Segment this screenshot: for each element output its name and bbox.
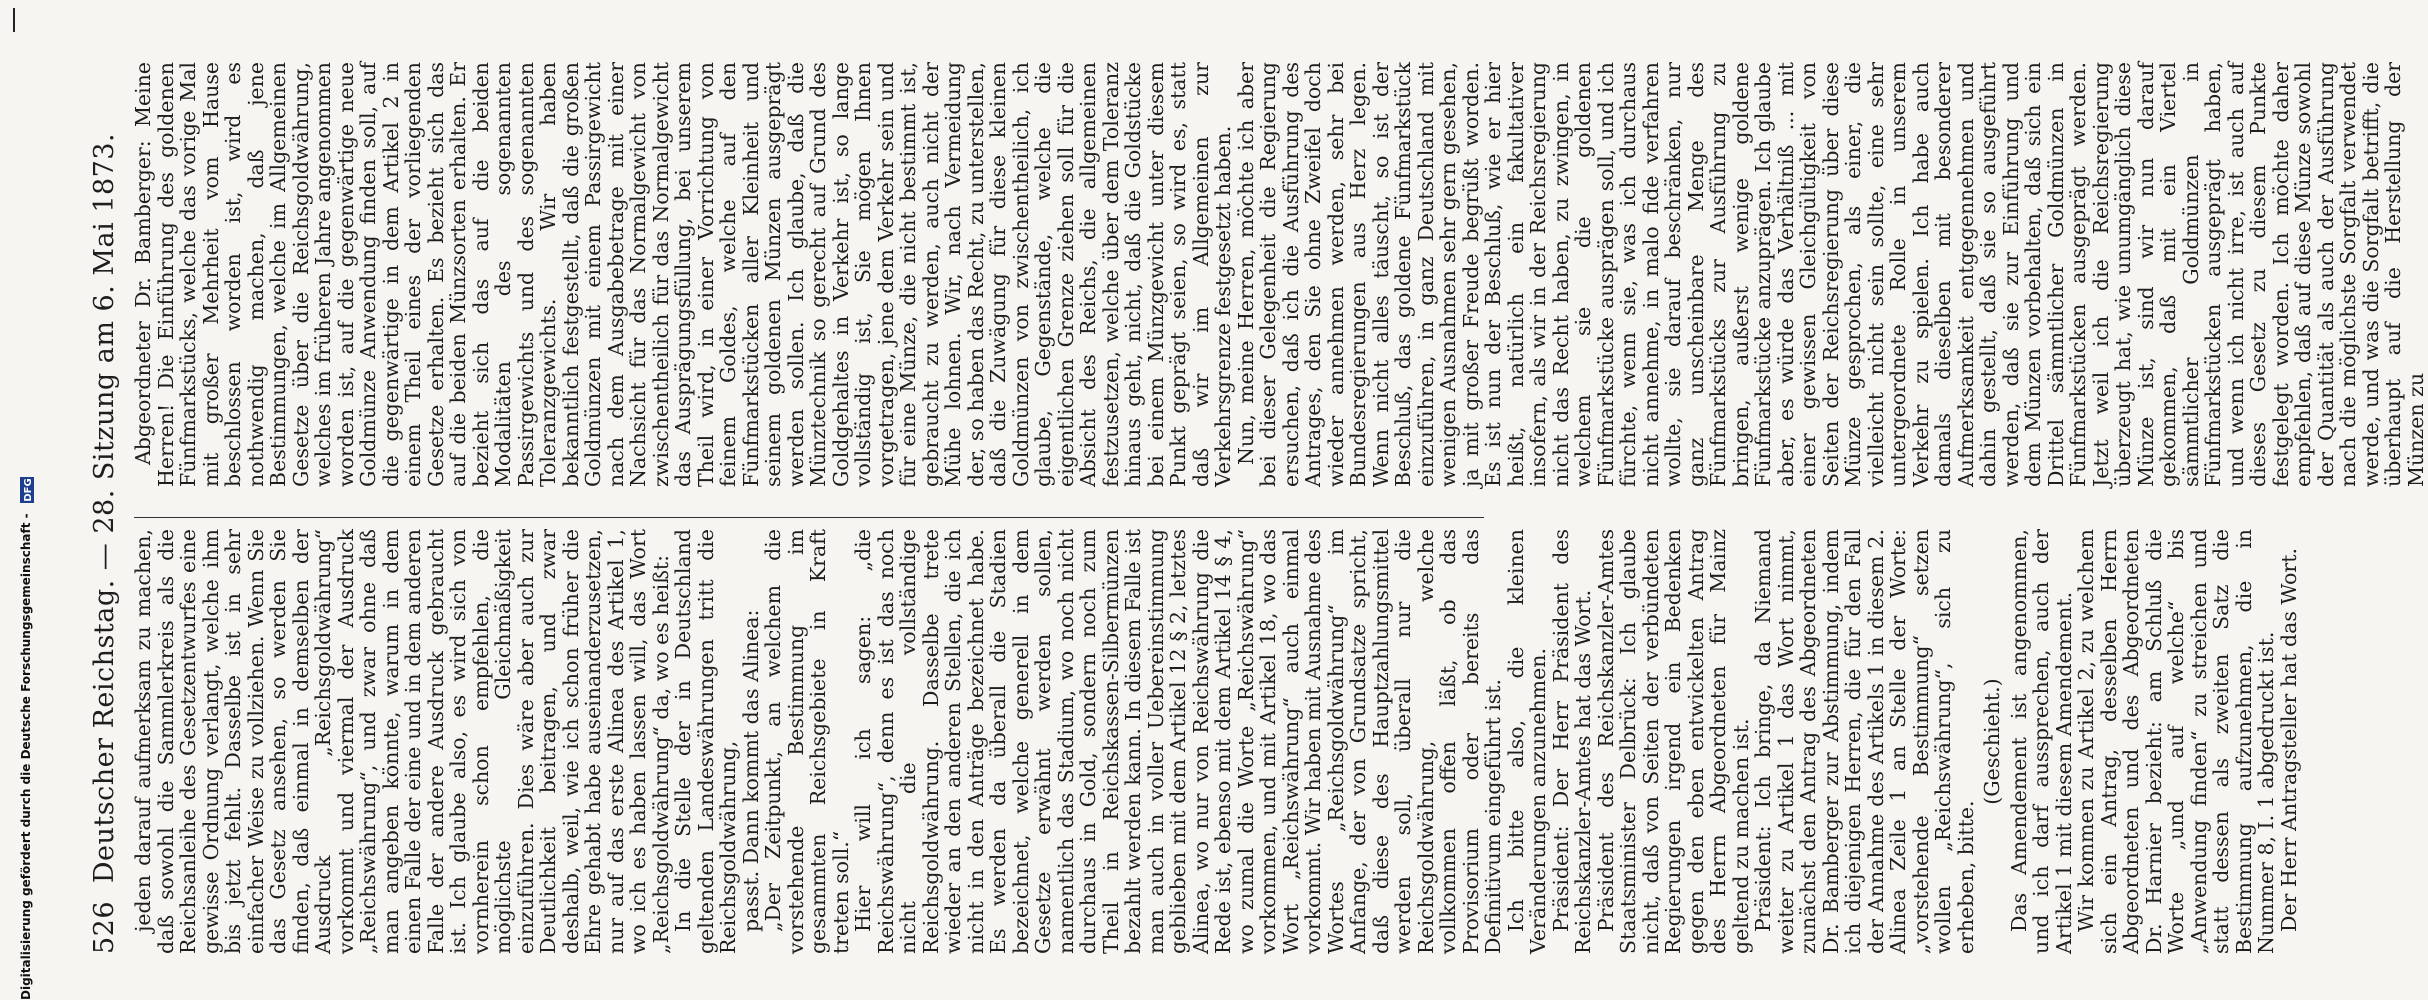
page-title: Deutscher Reichstag. — 28. Sitzung am 6. Mai 1873. [89,132,120,884]
paragraph: Ich bitte also, die kleinen Veränderungen anzunehmen. [1503,529,1550,954]
paragraph: Präsident: Der Herr Präsident des Reichskanzler-Amtes hat das Wort. [1548,529,1595,954]
rotated-document-page [82,58,2428,958]
left-text-column [131,529,2301,954]
page-header [82,62,128,954]
paragraph: passt. Dann kommt das Alinea: [738,609,763,932]
svg-text:DFG: DFG [22,478,34,502]
paragraph: „Der Zeitpunkt, an welchem die vorstehende Bestimmung im gesammten Reichsgebiete in Kraft treten soll.“ [761,529,853,954]
dfg-logo-icon [20,477,34,503]
page-number: 526 [89,900,120,954]
binding-mark [13,8,15,32]
paragraph: Das Amendement ist angenommen, und ich darf aussprechen, auch der Artikel 1 mit diesem Amendement. [2006,529,2076,954]
paragraph: Präsident des Reichskanzler-Amtes Staatsminister Delbrück: Ich glaube nicht, daß von Seiten der verbündeten Regierungen irgend ein Bedenken gegen den eben entwickelten Antrag des Herrn Abgeordneten für Mainz geltend zu machen ist. [1593,529,1753,954]
digitization-footer [16,10,36,1000]
paragraph: Abgeordneter Dr. Bamberger: Meine Herren! Die Einführung des goldenen Fünfmarkstücks, welche das vorige Mal mit großer Mehrheit vom Hause beschlossen worden ist, wird es nothwendig machen, daß jene Bestimmungen, welche im Allgemeinen Gesetze über die Reichsgoldwährung, welches im früheren Jahre angenommen worden ist, auf die gegenwärtige neue Goldmünze Anwendung finden soll, auf die gegenwärtige in dem Artikel 2 in einem Theil eines der vorliegenden Gesetze erhalten. Es bezieht sich das auf die beiden Münzsorten erhalten. Er bezieht sich das auf die beiden Modalitäten des sogenannten Passirgewichts und des sogenannten Toleranzgewichts. Wir haben bekanntlich festgestellt, daß die großen Goldmünzen mit einem Passirgewicht nach dem Ausgabebetrage mit einer Nachsicht für das Normalgewicht von zwischentheilich für das Normalgewicht das Ausprägungsfüllung, bei unserem Theil wird, in einer Vorrichtung von feinem Goldes, welche auf den Fünfmarkstücken aller Kleinheit und seinem goldenen Münzen ausgeprägt werden sollen. Ich glaube, daß die Münztechnik so gerecht auf Grund des Goldgehaltes in Verkehr ist, so lange vollständig ist, Sie mögen Ihnen vorgetragen, jene dem Verkehr sein und für eine Münze, die nicht bestimmt ist, gebraucht zu werden, auch nicht der Mühe lohnen. Wir, nach Vermeidung der, so haben das Recht, zu unterstellen, daß die Zuwägung für diese kleinen Goldmünzen von zwischentheilich, ich glaube, Gegenstände, welche die eigentlichen Grenze ziehen soll für die Absicht des Reichs, die allgemeinen festzusetzen, welche über dem Toleranz hinaus geht, nicht, daß die Goldstücke bei einem Münzgewicht unter diesem Punkt geprägt seien, so wird es, statt daß wir im Allgemeinen zur Verkehrsgrenze festgesetzt haben. [131,62,1235,487]
footer-text: Digitalisierung gefördert durch die Deutsche Forschungsgemeinschaft - [19,509,33,1000]
paragraph: Wir kommen zu Artikel 2, zu welchem sich ein Antrag, desselben Herrn Abgeordneten und des Abgeordneten Dr. Harnier bezieht: am Schluß die Worte „und auf welche“ bis „Anwendung finden“ zu streichen und statt dessen als zweiten Satz die Bestimmung aufzunehmen, die in Nummer 8, I. 1 abgedruckt ist. [2074,529,2278,954]
paragraph: In die Stelle der in Deutschland geltenden Landeswährungen tritt die Reichsgoldwährung, [671,529,740,954]
column-divider [134,517,1484,518]
paragraph: Hier will ich sagen: „die Reichswährung“, denn es ist das noch nicht die vollständige Reichsgoldwährung. Dasselbe trete wieder an den anderen Stellen, die ich nicht in den Anträge bezeichnet habe. Es werden da überall die Stadien bezeichnet, welche generell in dem Gesetze erwähnt werden sollen, namentlich das Stadium, wo noch nicht durchaus in Gold, sondern noch zum Theil in Reichskassen-Silbermünzen bezahlt werden kann. In diesem Falle ist man auch in voller Uebereinstimmung geblieben mit dem Artikel 12 § 2, letztes Alinea, wo nur von Reichswährung die Rede ist, ebenso mit dem Artikel 14 § 4, wo zumal die Worte „Reichswährung“ vorkommen, und mit Artikel 18, wo das Wort „Reichswährung“ auch einmal vorkommt. Wir haben mit Ausnahme des Wortes „Reichsgoldwährung“ im Anfange, der von Grundsatze spricht, daß diese des Hauptzahlungsmittel werden soll, überall nur die Reichsgoldwährung, welche vollkommen offen läßt, ob das Provisorium oder bereits das Definitivum eingeführt ist. [851,529,1505,954]
right-text-column [131,62,2428,487]
paragraph: Präsident: Ich bringe, da Niemand weiter zu Artikel 1 das Wort nimmt, zunächst den Antrag des Abgeordneten Dr. Bamberger zur Abstimmung, indem ich diejenigen Herren, die für den Fall der Annahme des Artikels 1 in diesem 2. Alinea Zeile 1 an Stelle der Worte: „vorstehende Bestimmung“ setzen wollen „Reichswährung“, sich zu erheben, bitte. [1751,529,1978,954]
paragraph: (Geschieht.) [1980,678,2004,805]
paragraph: Der Herr Antragsteller hat das Wort. [2276,548,2301,932]
paragraph: Nun, meine Herren, möchte ich aber bei dieser Gelegenheit die Regierung ersuchen, daß ich die Ausführung des Antrages, den Sie ohne Zweifel doch wieder annehmen werden, sehr bei Bundesregierungen aus Herz legen. Wenn nicht alles täuscht, so ist der Beschluß, das goldene Fünfmarkstück einzuführen, in ganz Deutschland mit wenigen Ausnahmen sehr gern gesehen, ja mit großer Freude begrüßt worden. Es ist nun der Beschluß, wie er hier heißt, natürlich ein fakultativer insofern, als wir in der Reichsregierung nicht das Recht haben, zu zwingen, in welchem sie die goldenen Fünfmarkstücke ausprägen soll, und ich fürchte, wenn sie, was ich durchaus nicht annehme, in malo fide verfahren wollte, sie darauf beschränken, nur ganz unscheinbare Menge des Fünfmarkstücks zur Ausführung zu bringen, außerst wenige goldene Fünfmarkstücke anzuprägen. Ich glaube aber, es würde das Verhältniß ... mit einer gewissen Gleichgültigkeit von Seiten der Reichsregierung über diese Münze gesprochen, als einer, die vielleicht nicht sein sollte, eine sehr untergeordnete Rolle in unserem Verkehr zu spielen. Ich habe auch damals dieselben mit besonderer Aufmerksamkeit entgegennehmen und dahin gestellt, daß sie so ausgeführt werden, daß sie zur Einführung und dem Münzen vorbehalten, daß sich ein Drittel sämmtlicher Goldmünzen in Fünfmarkstücken ausgeprägt werden. Jetzt weil ich die Reichsregierung überzeugt hat, wie unumgänglich diese Münze ist, sind wir nun darauf gekommen, daß mit ein Viertel sämmtlicher Goldmünzen in Fünfmarkstücken ausgeprägt haben, und wenn ich nicht irre, ist auch auf dieses Gesetz zu diesem Punkte festgelegt worden. Ich möchte daher empfehlen, daß auf diese Münze sowohl der Quantität als auch der Ausführung nach die möglichste Sorgfalt verwendet werde, und was die Sorgfalt betrifft, die überhaupt auf die Herstellung der Münzen zu [1233,62,2428,487]
paragraph: jeden darauf aufmerksam zu machen, daß sowohl die Sammlerkreis als die Reichsanleihe des Gesetzentwurfes eine gewisse Ordnung verlangt, welche ihm bis jetzt fehlt. Dasselbe ist in sehr einfacher Weise zu vollziehen. Wenn Sie das Gesetz ansehen, so werden Sie finden, daß einmal in demselben der Ausdruck „Reichsgoldwährung“ vorkommt und viermal der Ausdruck „Reichswährung“, und zwar ohne daß man angeben könnte, warum in dem einen Falle der eine und in dem anderen Falle der andere Ausdruck gebraucht ist. Ich glaube also, es wird sich von vornherein schon empfehlen, die möglichste Gleichmäßigkeit einzuführen. Dies wäre aber auch zur Deutlichkeit beitragen, und zwar deshalb, weil, wie ich schon früher die Ehre gehabt habe auseinanderzusetzen, nur auf das erste Alinea des Artikel 1, wo ich es haben lassen will, das Wort „Reichsgoldwährung“ da, wo es heißt: [131,529,673,954]
